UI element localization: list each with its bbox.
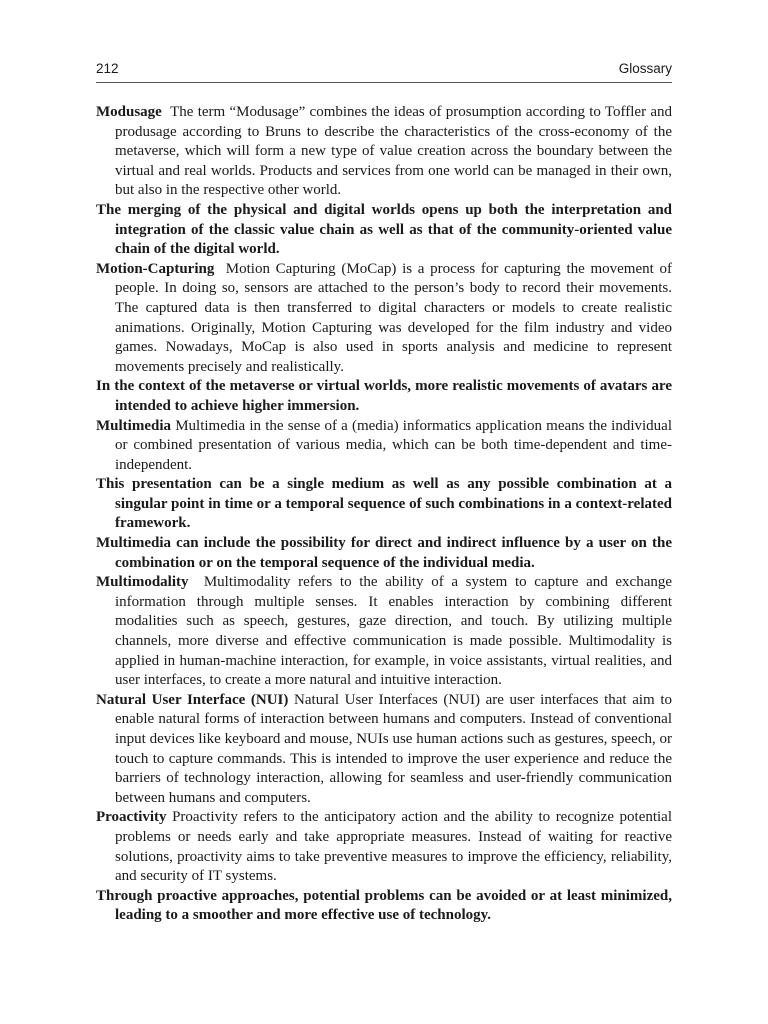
definition: Proactivity refers to the anticipatory action and the ability to recognize potential problems or needs early and take appropriate measures. Instead of waiting for reactive solutions, proactivity aims to take preventive measures to improve the efficiency, reliability, and security of IT systems.: [115, 809, 673, 885]
term: Multimedia: [96, 417, 171, 434]
term: Proactivity: [96, 809, 167, 826]
bold-note: Through proactive approaches, potential problems can be avoided or at least minimized, leading to a smoother and more effective use of technology.: [96, 887, 672, 924]
entry-multimodality: [96, 573, 672, 691]
term: Natural User Interface (NUI): [96, 691, 289, 708]
entry-proactivity: [96, 808, 672, 886]
bold-note: Multimedia can include the possibility for direct and indirect influence by a user on the combination or on the temporal sequence of the individual media.: [96, 535, 672, 571]
term: Modusage: [96, 104, 162, 120]
definition: Multimedia in the sense of a (media) informatics application means the individual or combined presentation of various media, which can be both time-dependent and time-independent.: [115, 417, 673, 473]
definition: Multimodality refers to the ability of a system to capture and exchange information through multiple senses. It enables interaction by combining different modalities such as speech, gestures, gaze direction, and touch. By utilizing multiple channels, more diverse and effective communication is made possible. Multimodality is applied in human-machine interaction, for example, in voice assistants, virtual realities, and user interfaces, to create a more natural and intuitive interaction.: [115, 574, 673, 689]
running-header: [96, 60, 672, 83]
section-title: Glossary: [618, 61, 672, 76]
glossary-body: [96, 103, 672, 926]
entry-multimedia: [96, 417, 672, 476]
definition: Natural User Interfaces (NUI) are user interfaces that aim to enable natural forms of interaction between humans and computers. Instead of conventional input devices like keyboard and mouse, NUIs use human actions such as gestures, speech, or touch to capture commands. This is intended to improve the user experience and reduce the barriers of technology interaction, allowing for seamless and user-friendly communication between humans and computers.: [115, 691, 672, 806]
bold-note: The merging of the physical and digital worlds opens up both the interpretation and integration of the classic value chain as well as that of the community-oriented value chain of the digital world.: [96, 201, 672, 258]
entry-nui: [96, 691, 672, 809]
definition: The term “Modusage” combines the ideas of prosumption according to Toffler and produsage according to Bruns to describe the characteristics of the cross-economy of the metaverse, which will form a new type of value creation across the boundary between the virtual and real worlds. Products and services from one world can be managed in their own, but also in the respective other world.: [115, 104, 673, 199]
definition: Motion Capturing (MoCap) is a process for capturing the movement of people. In doing so, sensors are attached to the person’s body to record their movements. The captured data is then transferred to digital characters or models to create realistic animations. Originally, Motion Capturing was developed for the film industry and video games. Nowadays, MoCap is also used in sports analysis and medicine to represent movements precisely and realistically.: [115, 260, 673, 375]
bold-note: This presentation can be a single medium as well as any possible combination at a singular point in time or a temporal sequence of such combinations in a context-related framework.: [96, 476, 672, 532]
entry-modusage: [96, 103, 672, 201]
entry-motion-capturing: [96, 260, 672, 378]
term: Motion-Capturing: [96, 260, 215, 277]
page-number: 212: [96, 61, 119, 76]
term: Multimodality: [96, 574, 189, 591]
bold-note: In the context of the metaverse or virtual worlds, more realistic movements of avatars are intended to achieve higher immersion.: [96, 378, 672, 414]
